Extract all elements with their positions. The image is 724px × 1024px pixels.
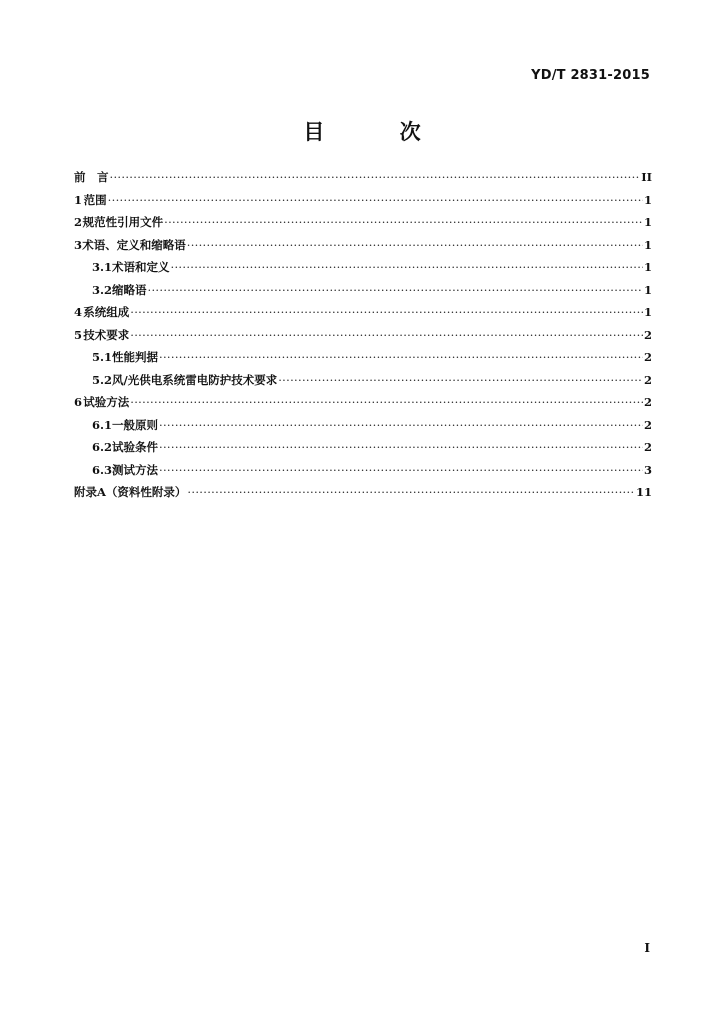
toc-entry-1[interactable]	[74, 189, 652, 212]
toc-entry-number: 6.1	[92, 417, 113, 432]
toc-entry-page: 2	[643, 440, 652, 454]
dot-leader	[148, 279, 643, 302]
dot-leader	[164, 211, 643, 234]
toc-entry-number: 3.1	[92, 260, 113, 274]
dot-leader	[187, 481, 635, 504]
toc-entry-title: 系统组成	[83, 305, 130, 319]
toc-entry-number: 6.3	[92, 462, 113, 477]
toc-entry-page: 2	[643, 372, 652, 387]
toc-entry-6[interactable]	[74, 391, 652, 414]
toc-entry-title: 术语和定义	[112, 260, 170, 274]
dot-leader	[159, 436, 643, 459]
toc-entry-title: 风/光供电系统雷电防护技术要求	[112, 372, 278, 387]
toc-entry-3-2[interactable]	[74, 279, 652, 302]
toc-entry-number: 2	[74, 215, 83, 229]
toc-entry-page: 1	[643, 237, 652, 252]
dot-leader	[159, 346, 643, 369]
toc-entry-title: 性能判据	[112, 350, 159, 364]
toc-entry-page: 1	[643, 215, 652, 229]
dot-leader	[171, 256, 643, 279]
toc-entry-appendix-a[interactable]	[74, 481, 652, 504]
toc-entry-page: II	[641, 170, 652, 184]
toc-entry-number: 6	[74, 395, 83, 409]
toc-entry-number: 3.2	[92, 282, 113, 297]
toc-entry-page: 2	[643, 350, 652, 364]
toc-entry-number: 5.2	[92, 372, 113, 387]
toc-entry-number: 1	[74, 192, 83, 207]
dot-leader	[130, 391, 643, 414]
toc-entry-foreword[interactable]	[74, 166, 652, 189]
toc-entry-page: 1	[643, 305, 652, 319]
toc-entry-title: 前 言	[74, 170, 109, 184]
toc-entry-title: 附录A（资料性附录）	[74, 485, 187, 499]
toc-entry-title: 范围	[83, 192, 107, 207]
toc-entry-title: 规范性引用文件	[82, 215, 164, 229]
toc-entry-page: 2	[643, 395, 652, 409]
toc-entry-title: 技术要求	[83, 327, 130, 342]
toc-entry-page: 11	[635, 485, 652, 499]
toc-entry-number: 3	[74, 237, 83, 252]
toc-entry-page: 1	[643, 282, 652, 297]
dot-leader	[108, 189, 643, 212]
toc-entry-page: 1	[643, 260, 652, 274]
toc-entry-5-2[interactable]	[74, 369, 652, 392]
dot-leader	[278, 369, 643, 392]
page-number: I	[644, 941, 650, 955]
toc-entry-number: 5	[74, 327, 83, 342]
table-of-contents	[74, 166, 652, 504]
toc-entry-5[interactable]	[74, 324, 652, 347]
toc-entry-3[interactable]	[74, 234, 652, 257]
toc-title: 目 次	[303, 120, 455, 144]
toc-entry-4[interactable]	[74, 301, 652, 324]
toc-entry-page: 2	[643, 417, 652, 432]
toc-entry-6-2[interactable]	[74, 436, 652, 459]
toc-entry-2[interactable]	[74, 211, 652, 234]
dot-leader	[159, 459, 643, 482]
toc-entry-page: 1	[643, 192, 652, 207]
toc-entry-title: 测试方法	[112, 462, 159, 477]
toc-entry-page: 3	[643, 462, 652, 477]
toc-entry-3-1[interactable]	[74, 256, 652, 279]
toc-entry-page: 2	[643, 327, 652, 342]
toc-entry-number: 6.2	[92, 440, 113, 454]
toc-entry-6-1[interactable]	[74, 414, 652, 437]
dot-leader	[159, 414, 643, 437]
dot-leader	[187, 234, 643, 257]
toc-entry-number: 4	[74, 305, 83, 319]
toc-entry-title: 缩略语	[112, 282, 147, 297]
toc-entry-title: 一般原则	[112, 417, 159, 432]
dot-leader	[130, 324, 643, 347]
toc-entry-title: 试验方法	[83, 395, 130, 409]
toc-entry-6-3[interactable]	[74, 459, 652, 482]
toc-entry-number: 5.1	[92, 350, 113, 364]
toc-entry-title: 术语、定义和缩略语	[82, 237, 186, 252]
dot-leader	[110, 166, 641, 189]
dot-leader	[130, 301, 643, 324]
standard-code: YD/T 2831-2015	[531, 68, 650, 83]
toc-entry-5-1[interactable]	[74, 346, 652, 369]
toc-entry-title: 试验条件	[112, 440, 159, 454]
